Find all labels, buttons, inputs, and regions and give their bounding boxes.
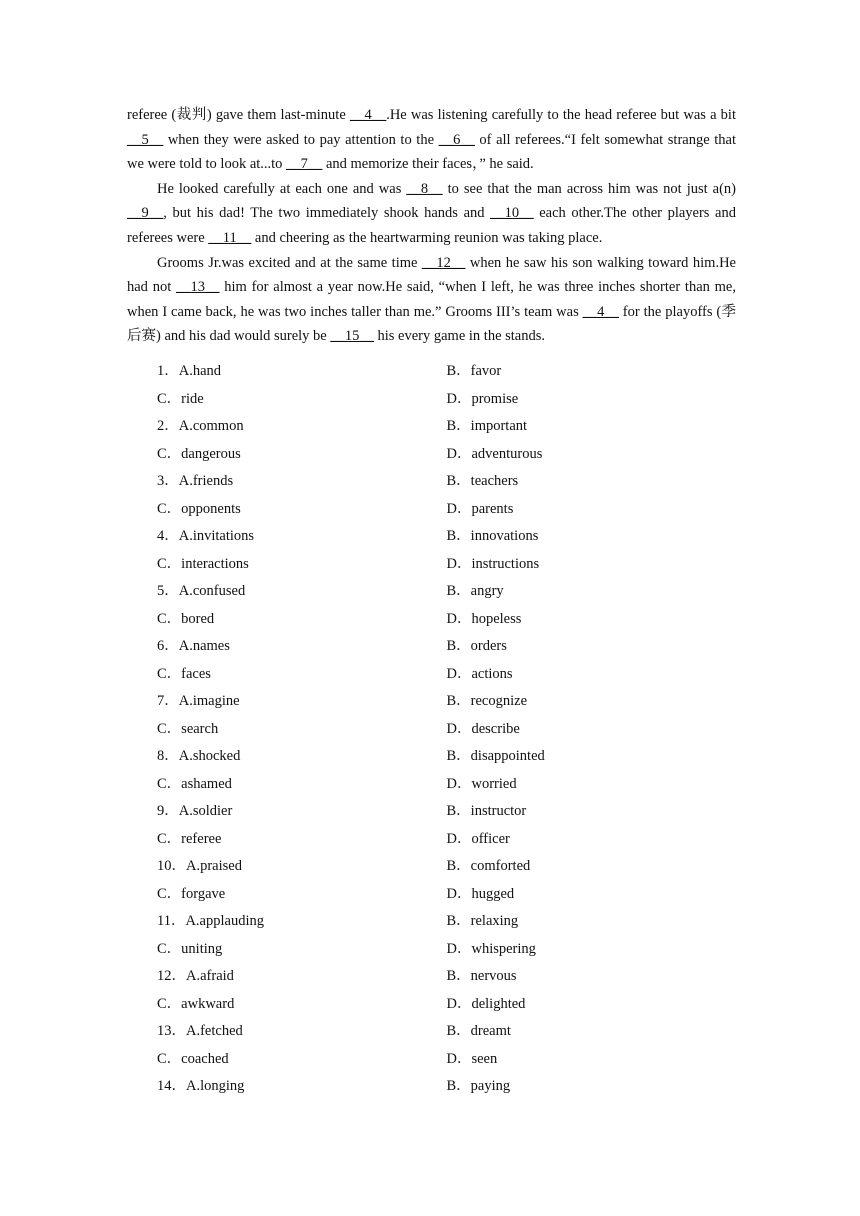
option-right: D．hugged bbox=[446, 885, 515, 902]
option-left: C．uniting bbox=[157, 940, 223, 957]
option-row bbox=[157, 854, 736, 882]
option-left: 11．A.applauding bbox=[157, 913, 264, 929]
answer-blank: __15__ bbox=[330, 328, 374, 345]
option-right: D．promise bbox=[446, 390, 519, 407]
option-right: B．dreamt bbox=[446, 1023, 511, 1039]
passage-text: to see that the man across him was not just a(n) bbox=[442, 180, 736, 197]
option-right: B．relaxing bbox=[446, 913, 519, 929]
option-left: 4．A.invitations bbox=[157, 528, 255, 544]
option-right: B．teachers bbox=[446, 473, 519, 489]
option-right: D．officer bbox=[446, 830, 510, 847]
option-right: B．favor bbox=[446, 363, 502, 379]
option-right: B．nervous bbox=[446, 968, 517, 984]
option-row bbox=[157, 607, 736, 635]
passage-text: his every game in the stands. bbox=[373, 328, 546, 345]
answer-blank: __11__ bbox=[208, 229, 252, 246]
option-right: B．paying bbox=[446, 1078, 511, 1094]
option-row bbox=[157, 717, 736, 745]
option-left: 8．A.shocked bbox=[157, 748, 241, 764]
option-row bbox=[157, 414, 736, 442]
paragraph-1 bbox=[127, 103, 736, 177]
option-left: 5．A.confused bbox=[157, 583, 246, 599]
passage-text: .He was listening carefully to the head referee but was a bit bbox=[386, 107, 736, 123]
option-right: B．comforted bbox=[446, 858, 531, 874]
option-right: D．worried bbox=[446, 775, 517, 792]
option-left: C．interactions bbox=[157, 555, 249, 572]
passage-text: and cheering as the heartwarming reunion was taking place. bbox=[251, 229, 603, 246]
option-left: 14．A.longing bbox=[157, 1078, 245, 1094]
option-left: 7．A.imagine bbox=[157, 693, 240, 709]
option-right: D．hopeless bbox=[446, 610, 522, 627]
option-row bbox=[157, 772, 736, 800]
option-row bbox=[157, 964, 736, 992]
option-right: D．instructions bbox=[446, 555, 540, 572]
passage-text: He looked carefully at each one and was bbox=[157, 180, 407, 197]
option-row bbox=[157, 1074, 736, 1102]
option-row bbox=[157, 442, 736, 470]
answer-blank: __7__ bbox=[286, 156, 323, 173]
answer-blank: __9__ bbox=[127, 205, 164, 222]
passage-text: for the playoffs (季后赛) and his dad would surely be bbox=[127, 303, 736, 345]
option-left: C．forgave bbox=[157, 885, 226, 902]
option-row bbox=[157, 469, 736, 497]
option-left: 9．A.soldier bbox=[157, 803, 233, 819]
passage-text: him for almost a year now.He said, “when I left, he was three inches shorter than me, when I came back, he was two inches taller than me.” Grooms III’s team was bbox=[127, 279, 736, 320]
passage-text: each other.The other players and referees were bbox=[127, 205, 736, 246]
answer-blank: __5__ bbox=[127, 131, 164, 148]
option-row bbox=[157, 1047, 736, 1075]
option-row bbox=[157, 882, 736, 910]
answer-blank: __4__ bbox=[349, 107, 387, 123]
option-left: C．ride bbox=[157, 390, 204, 407]
option-left: C．referee bbox=[157, 830, 222, 847]
option-left: C．dangerous bbox=[157, 445, 241, 462]
option-right: D．seen bbox=[446, 1050, 498, 1067]
passage-text: of all referees.“I felt somewhat strange that we were told to look at...to bbox=[127, 131, 736, 173]
option-right: B．recognize bbox=[446, 693, 528, 709]
option-row bbox=[157, 799, 736, 827]
option-left: C．coached bbox=[157, 1050, 229, 1067]
passage bbox=[127, 103, 736, 349]
option-row bbox=[157, 634, 736, 662]
option-left: 2．A.common bbox=[157, 418, 244, 434]
option-right: D．delighted bbox=[446, 995, 526, 1012]
passage-text: when he saw his son walking toward him.He had not bbox=[127, 254, 736, 296]
option-row bbox=[157, 1019, 736, 1047]
passage-text: referee (裁判) gave them last-minute bbox=[127, 107, 350, 123]
answer-blank: __13__ bbox=[176, 279, 220, 296]
answer-blank: __6__ bbox=[438, 131, 475, 148]
option-right: D．adventurous bbox=[446, 445, 543, 462]
option-row bbox=[157, 992, 736, 1020]
option-row bbox=[157, 909, 736, 937]
option-left: 1．A.hand bbox=[157, 363, 222, 379]
option-row bbox=[157, 552, 736, 580]
option-left: 13．A.fetched bbox=[157, 1023, 243, 1039]
paragraph-3 bbox=[127, 251, 736, 349]
option-left: C．ashamed bbox=[157, 775, 232, 792]
option-row bbox=[157, 662, 736, 690]
option-left: 12．A.afraid bbox=[157, 968, 234, 984]
answer-blank: __4__ bbox=[582, 303, 619, 320]
option-left: 10．A.praised bbox=[157, 858, 242, 874]
option-left: 3．A.friends bbox=[157, 473, 234, 489]
option-row bbox=[157, 359, 736, 387]
option-right: B．instructor bbox=[446, 803, 527, 819]
option-row bbox=[157, 387, 736, 415]
option-right: D．describe bbox=[446, 720, 520, 737]
option-row bbox=[157, 579, 736, 607]
option-row bbox=[157, 524, 736, 552]
passage-text: Grooms Jr.was excited and at the same time bbox=[157, 254, 422, 271]
option-right: B．disappointed bbox=[446, 748, 545, 764]
passage-text: and memorize their faces，” he said. bbox=[322, 156, 534, 173]
option-left: C．awkward bbox=[157, 995, 235, 1012]
passage-text: when they were asked to pay attention to the bbox=[163, 131, 439, 148]
option-row bbox=[157, 937, 736, 965]
option-right: B．angry bbox=[446, 583, 504, 599]
option-right: D．parents bbox=[446, 500, 514, 517]
option-left: C．search bbox=[157, 720, 219, 737]
answer-options bbox=[157, 359, 736, 1102]
option-row bbox=[157, 744, 736, 772]
option-right: B．innovations bbox=[446, 528, 539, 544]
option-right: B．orders bbox=[446, 638, 507, 654]
option-left: C．opponents bbox=[157, 500, 241, 517]
answer-blank: __8__ bbox=[406, 180, 443, 197]
option-right: D．whispering bbox=[446, 940, 536, 957]
option-row bbox=[157, 689, 736, 717]
answer-blank: __12__ bbox=[421, 254, 466, 271]
option-row bbox=[157, 827, 736, 855]
option-right: D．actions bbox=[446, 665, 513, 682]
paragraph-2 bbox=[127, 177, 736, 251]
option-left: 6．A.names bbox=[157, 638, 230, 654]
option-row bbox=[157, 497, 736, 525]
option-left: C．bored bbox=[157, 610, 215, 627]
option-left: C．faces bbox=[157, 665, 211, 682]
passage-text: , but his dad! The two immediately shook hands and bbox=[163, 205, 491, 222]
answer-blank: __10__ bbox=[490, 205, 534, 222]
option-right: B．important bbox=[446, 418, 528, 434]
